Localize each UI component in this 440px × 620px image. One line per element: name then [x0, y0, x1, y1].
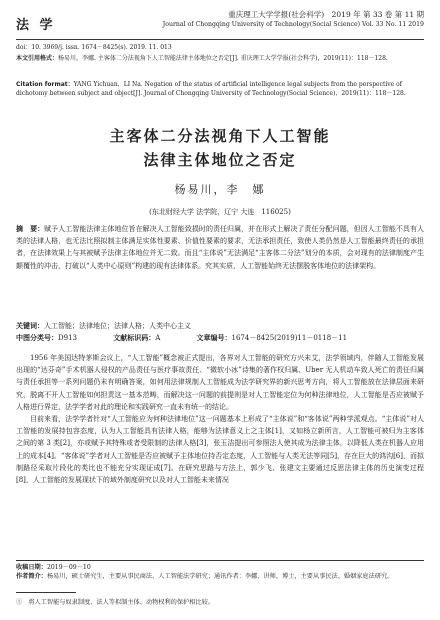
- abstract-label: 摘 要：: [16, 225, 45, 233]
- authors: 杨易川，李 娜: [174, 183, 266, 196]
- author-bio-label: 作者简介：: [16, 573, 47, 580]
- body-paragraph-2: 目前来看，法学学者针对“人工智能应为何种法律地位”这一问题基本上形成了“主体说”和“客体说”两种学派观点。“主体说”对人工智能的发展持包容态度，认为人工智能具有法律人格，能够为法律意义上之主体[1]，又如杨立新所言，人工智能可被归为主客体之间的第 3 类[2]，亦或赋予其特殊或者受限制的法律人格[3]，张玉洁提出可参照法人使其成为法律主体，以降低人类在机器人应用上的成本[4]。“客体说”学者对人工智能是否应被赋予主体地位持否定态度，人工智能与人类无法等同[5]，存在巨大的鸿沟[6]，而拟制路径采取片段化的类比也不能充分实现证成[7]。在研究思路与方法上，郭少飞、张建文主要通过反思法律主体的历史演变过程[8]，人工智能的发展现状下的域外制度研究以及对人工智能未来情况: [16, 415, 424, 485]
- title-line-1: 主客体二分法视角下人工智能: [109, 127, 331, 145]
- clc-value: D913: [58, 334, 77, 342]
- abstract: [16, 223, 424, 272]
- article-number-value: 1674－8425(2019)11－0118－11: [231, 334, 348, 342]
- citation-en: [16, 80, 424, 98]
- journal-name-en: Journal of Chongqing University of Technology(Social Science) Vol. 33 No. 11 2019: [162, 21, 424, 28]
- doc-code-value: A: [155, 334, 161, 342]
- article-number-label: 文章编号：: [196, 334, 232, 342]
- body-text: [16, 352, 424, 486]
- citation-cn-label: 本文引用格式：: [16, 55, 59, 62]
- doi-line: doi：10. 3969/j. issn. 1674－8425(s). 2019. 11. 013: [16, 44, 172, 51]
- footnote: ① 将人工智能与奴隶制度、法人等拟制主体、动物权利的保护相比较。: [16, 599, 214, 606]
- header-rule: [16, 39, 424, 40]
- affiliation: (东北财经大学 法学院，辽宁 大连 116025): [149, 208, 291, 216]
- classification-line: [16, 333, 424, 343]
- doc-code-label: 文献标识码：: [113, 334, 156, 342]
- keywords-text: 人工智能；法律地位；法律人格；人类中心主义: [44, 322, 191, 330]
- author-bio: [16, 572, 424, 581]
- title-line-2: 法律主体地位之否定: [143, 151, 297, 169]
- footer-rule: [16, 560, 424, 561]
- clc-label: 中图分类号：: [16, 334, 58, 342]
- journal-header: [16, 8, 424, 38]
- body-paragraph-1: 1956 年美国达特茅斯会议上，“人工智能”概念被正式提出，各界对人工智能的研究方兴未艾，法学领域内，伴随人工智能发展出现的“达芬奇”手术机器人侵权的产品责任与医疗事故责任、“微软小冰”诗集的著作权归属、Uber 无人机动车致人死亡的责任归属与责任承担等一系列问题仍未有明确答案，如何用法律规制人工智能成为法学研究界的新兴思考方向，将人工智能放在法律层面来研究，脱离不开人工智能如何担责这一基本范畴，而解决这一问题的前提则是对人工智能定位为何种法律地位，人工智能是否应被赋予人格进行界定，法学学者对此的理论和实践研究一直未有统一的结论。: [16, 354, 424, 411]
- citation-cn: [16, 54, 424, 63]
- author-bio-text: 杨易川，硕士研究生，主要从事民商法、人工智能法学研究；通讯作者：李娜，讲师，博士，主要从事民法、婚姻家庭法研究。: [46, 573, 394, 580]
- received-label: 收稿日期：: [16, 564, 47, 571]
- footnote-rule: [16, 592, 76, 593]
- abstract-text: 赋予人工智能法律主体地位旨在解决人工智能致损时的责任归属，并在形式上解决了责任分配问题，但因人工智能不具有人类的法律人格，也无法比照拟制主体满足实体性要素、价值性要素的要求，无法承担责任，致使人类仍然是人工智能最终责任的承担者，在法律效果上与其被赋予法律主体地位并无二致。而且“主体说”无法满足“主客体二分法”划分的本质，会对现有的法律制度产生颠覆性的冲击，打破以“人类中心原则”构建的现有法律体系。究其实质，人工智能始终无法摆脱客体地位的法律架构。: [16, 225, 424, 270]
- citation-en-text: YANG Yichuan，LI Na. Negation of the status of artificial intelligence legal subjects from the perspective of dichotomy between subject and object[J]. Journal of Chongqing University of Technology(Social Science)，2019(11)：118－128.: [16, 81, 406, 97]
- keywords-label: 关键词：: [16, 322, 44, 330]
- citation-en-label: Citation format：: [16, 81, 74, 88]
- journal-name-cn: 重庆理工大学学报(社会科学) 2019 年 第 33 卷 第 11 期: [228, 10, 424, 19]
- citation-cn-text: 杨易川，李娜. 主客体二分法视角下人工智能法律主体地位之否定[J]. 重庆理工大学学报(社会科学)，2019(11)：118－128.: [58, 55, 388, 62]
- keywords: [16, 321, 424, 331]
- received-value: 2019－09－10: [46, 564, 91, 571]
- section-label: 法 学: [16, 18, 56, 33]
- received-date: [16, 563, 424, 572]
